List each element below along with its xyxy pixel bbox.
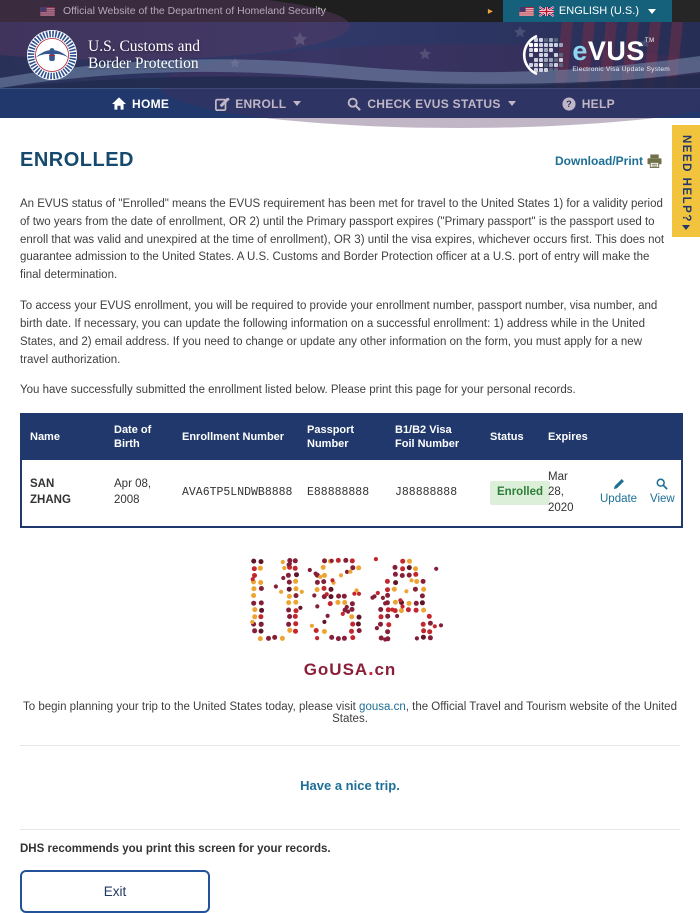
dhs-seal-logo bbox=[26, 29, 78, 81]
cell-name: SAN ZHANG bbox=[21, 460, 106, 528]
collapse-arrow-icon[interactable]: ▸ bbox=[487, 5, 493, 17]
evus-logo bbox=[522, 31, 674, 79]
gousa-link[interactable]: gousa.cn bbox=[359, 701, 406, 714]
pencil-icon bbox=[613, 478, 625, 490]
printer-icon bbox=[647, 154, 662, 168]
gousa-logo bbox=[20, 556, 680, 681]
nav-home[interactable]: HOME bbox=[112, 97, 169, 111]
agency-line2: Border Protection bbox=[88, 55, 199, 72]
language-label: ENGLISH (U.S.) bbox=[558, 5, 639, 17]
view-link[interactable] bbox=[650, 478, 675, 508]
col-visa-foil-number: B1/B2 Visa Foil Number bbox=[387, 414, 482, 460]
header-banner bbox=[0, 22, 700, 88]
divider bbox=[20, 829, 680, 830]
usa-dot-logo bbox=[247, 556, 453, 652]
chevron-down-icon bbox=[648, 9, 656, 14]
cell-view bbox=[642, 460, 682, 528]
cell-passport-number: E88888888 bbox=[299, 460, 387, 528]
col-name: Name bbox=[21, 414, 106, 460]
nav-check-evus-status[interactable]: CHECK EVUS STATUS bbox=[347, 97, 515, 111]
divider bbox=[20, 745, 680, 746]
update-label: Update bbox=[600, 493, 638, 506]
cell-status bbox=[482, 460, 544, 528]
col-update bbox=[592, 414, 642, 460]
success-paragraph: You have successfully submitted the enrollment listed below. Please print this page for your personal records. bbox=[20, 384, 576, 397]
gousa-wordmark: GoUSA.cn bbox=[303, 659, 397, 681]
view-label: View bbox=[650, 493, 675, 506]
page-title: ENROLLED bbox=[20, 149, 134, 171]
cell-expires: Mar 28, 2020 bbox=[540, 460, 592, 528]
need-help-tab[interactable] bbox=[672, 125, 700, 237]
table-header-row bbox=[21, 414, 682, 460]
nav-enroll[interactable]: ENROLL bbox=[215, 97, 301, 111]
agency-line1: U.S. Customs and bbox=[88, 37, 200, 55]
table-row bbox=[21, 460, 682, 528]
trip-paragraph: To begin planning your trip to the United States today, please visit gousa.cn, the Official Travel and Tourism website of the United States. bbox=[23, 701, 677, 726]
col-status: Status bbox=[482, 414, 540, 460]
exit-button[interactable]: Exit bbox=[20, 870, 210, 913]
svg-text:?: ? bbox=[565, 98, 572, 109]
magnifier-icon bbox=[656, 478, 668, 490]
access-paragraph: To access your EVUS enrollment, you will be required to provide your enrollment number, passport number, visa number, and birth date. If necessary, you can update the following information on a successful enrollment: 1) address while in the United States, and 2) email address. If you need to change or update any other information on the form, you must apply for a new travel authorization. bbox=[20, 300, 658, 366]
cell-update bbox=[592, 460, 642, 528]
home-icon bbox=[112, 97, 126, 110]
language-selector[interactable] bbox=[503, 0, 672, 22]
col-expires: Expires bbox=[540, 414, 592, 460]
col-date-of-birth: Date of Birth bbox=[106, 414, 174, 460]
need-help-label: NEED HELP? bbox=[680, 135, 692, 223]
cell-visa-foil-number: J88888888 bbox=[387, 460, 482, 528]
download-print-link[interactable] bbox=[555, 154, 662, 168]
cell-date-of-birth: Apr 08, 2008 bbox=[106, 460, 174, 528]
official-website-text: Official Website of the Department of Homeland Security bbox=[63, 5, 326, 17]
topbar-end-block bbox=[672, 0, 700, 22]
update-link[interactable] bbox=[600, 478, 637, 508]
col-enrollment-number: Enrollment Number bbox=[174, 414, 299, 460]
intro-paragraph: An EVUS status of "Enrolled" means the EVUS requirement has been met for travel to the United States 1) for a validity period of two years from the date of enrollment, OR 2) until the Primary passport expires ("Primary passport" is the passport used to enroll that was valid and unexpired at the time of enrollment), OR 3) until the visa expires, whichever occurs first. This does not guarantee admission to the United States. A U.S. Customs and Border Protection officer at a U.S. port of entry will make the final determination. bbox=[20, 198, 665, 282]
us-flag-icon bbox=[519, 7, 534, 16]
uk-flag-icon bbox=[539, 7, 554, 16]
main-content bbox=[0, 149, 700, 913]
download-print-label: Download/Print bbox=[555, 153, 643, 168]
nav-help[interactable]: ? HELP bbox=[562, 97, 615, 111]
nice-trip-text: Have a nice trip. bbox=[300, 778, 400, 794]
chevron-down-icon bbox=[682, 225, 690, 230]
evus-tagline: Electronic Visa Update System bbox=[572, 65, 670, 73]
evus-wordmark: eVUS™ bbox=[572, 35, 655, 66]
enrollment-table bbox=[20, 413, 683, 528]
col-passport-number: Passport Number bbox=[299, 414, 387, 460]
evus-globe-icon bbox=[522, 31, 570, 79]
agency-name bbox=[88, 38, 200, 73]
status-badge: Enrolled bbox=[490, 481, 550, 505]
col-view bbox=[642, 414, 682, 460]
dhs-print-note: DHS recommends you print this screen for your records. bbox=[20, 843, 331, 856]
cell-enrollment-number: AVA6TP5LNDWB8888 bbox=[174, 460, 299, 528]
